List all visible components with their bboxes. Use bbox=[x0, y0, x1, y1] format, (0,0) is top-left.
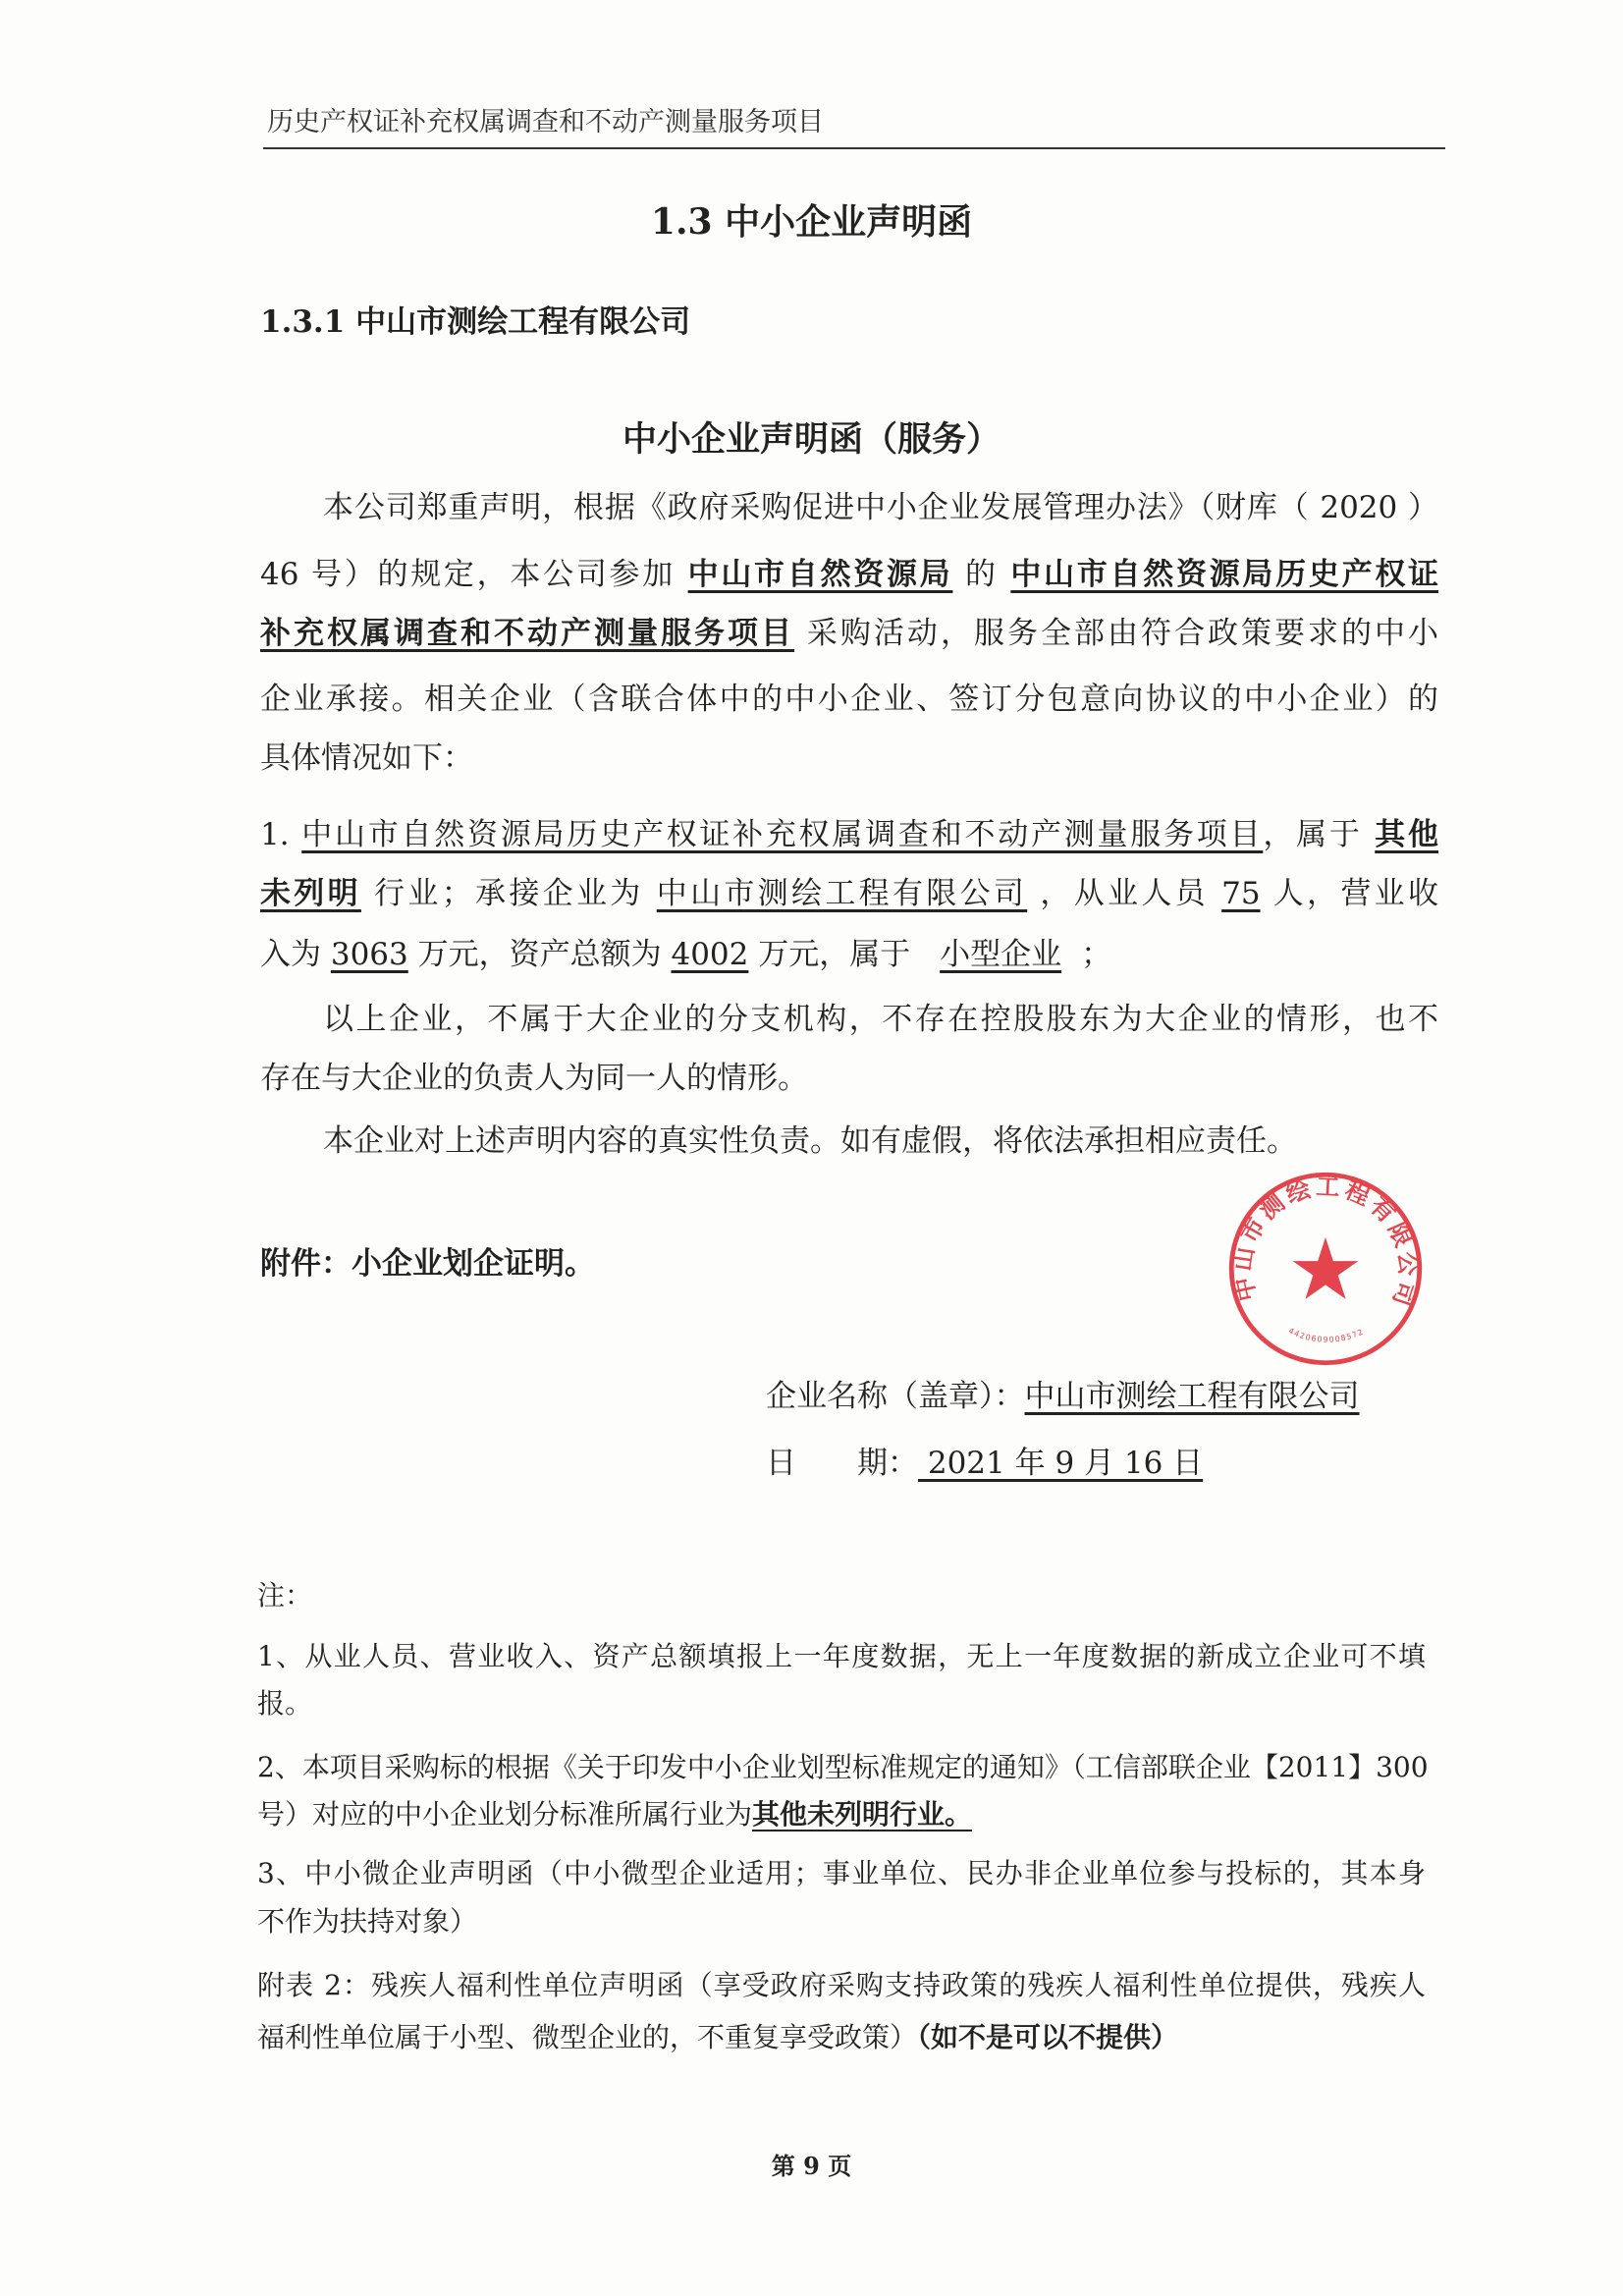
text: 采购活动，服务全部由符合政策要求的中小 bbox=[806, 616, 1438, 651]
text: 万元，属于 bbox=[758, 937, 911, 972]
page-number: 第 9 页 bbox=[771, 2152, 852, 2180]
body-line bbox=[260, 680, 1438, 719]
industry: 其他未列明行业。 bbox=[752, 1798, 973, 1831]
subsection-title: 1.3.1 中山市测绘工程有限公司 bbox=[260, 304, 691, 340]
enterprise-type: 小型企业 bbox=[940, 937, 1062, 972]
label: 企业名称（盖章）： bbox=[766, 1379, 1025, 1414]
body-line bbox=[260, 738, 1438, 778]
text: 入为 bbox=[260, 937, 321, 972]
text: 人，营业收 bbox=[1272, 876, 1438, 911]
project-name: 中山市自然资源局历史产权证 bbox=[1010, 557, 1439, 592]
body-line bbox=[260, 614, 1438, 653]
assets: 4002 bbox=[671, 937, 749, 972]
notes-title: 注： bbox=[257, 1579, 313, 1612]
company-name: 中山市测绘工程有限公司 bbox=[1024, 1379, 1360, 1414]
body-line bbox=[260, 874, 1438, 913]
text: ，从业人员 bbox=[1040, 876, 1209, 911]
body-line bbox=[260, 1059, 1438, 1098]
section-title: 1.3 中小企业声明函 bbox=[650, 201, 973, 243]
text: 以上企业，不属于大企业的分支机构，不存在控股股东为大企业的情形，也不 bbox=[323, 1002, 1438, 1037]
industry: 未列明 bbox=[260, 876, 361, 911]
star-icon bbox=[1293, 1237, 1359, 1299]
text: 存在与大企业的负责人为同一人的情形。 bbox=[260, 1061, 808, 1096]
industry: 其他 bbox=[1375, 817, 1439, 852]
text: 46 号）的规定，本公司参加 bbox=[260, 557, 676, 592]
note-line: 3、中小微企业声明函（中小微型企业适用；事业单位、民办非企业单位参与投标的，其本身 bbox=[257, 1857, 1426, 1889]
text: 本企业对上述声明内容的真实性负责。如有虚假，将依法承担相应责任。 bbox=[323, 1123, 1297, 1159]
text: ，属于 bbox=[1263, 817, 1363, 852]
employees: 75 bbox=[1221, 876, 1261, 911]
note-line: 报。 bbox=[257, 1687, 313, 1720]
letter-title: 中小企业声明函（服务） bbox=[622, 419, 1001, 460]
text: 具体情况如下： bbox=[260, 740, 473, 776]
purchaser-name: 中山市自然资源局 bbox=[687, 557, 953, 592]
body-line bbox=[260, 1000, 1438, 1039]
label: 日 期： bbox=[766, 1446, 918, 1481]
text: ； bbox=[1081, 937, 1112, 972]
project-name: 中山市自然资源局历史产权证补充权属调查和不动产测量服务项目 bbox=[301, 817, 1264, 852]
note-line: 不作为扶持对象） bbox=[257, 1905, 478, 1938]
project-name: 补充权属调查和不动产测量服务项目 bbox=[260, 616, 795, 651]
body-line bbox=[260, 815, 1438, 854]
seal-number: 4420609008572 bbox=[1286, 1326, 1366, 1344]
running-header: 历史产权证补充权属调查和不动产测量服务项目 bbox=[267, 107, 824, 137]
body-line bbox=[260, 555, 1438, 594]
note-line bbox=[257, 2020, 1426, 2055]
text: 福利性单位属于小型、微型企业的，不重复享受政策） bbox=[257, 2021, 918, 2053]
text: 企业承接。相关企业（含联合体中的中小企业、签订分包意向协议的中小企业）的 bbox=[260, 682, 1438, 717]
company-name: 中山市测绘工程有限公司 bbox=[656, 876, 1028, 911]
item-number: 1. bbox=[260, 817, 290, 852]
revenue: 3063 bbox=[330, 937, 408, 972]
text: 万元，资产总额为 bbox=[417, 937, 662, 972]
text: 本公司郑重声明，根据《政府采购促进中小企业发展管理办法》（财库（ 2020 ） bbox=[323, 490, 1438, 525]
body-line bbox=[260, 488, 1438, 527]
signature-date bbox=[766, 1444, 1203, 1483]
body-line bbox=[260, 1121, 1438, 1161]
attachment-note: 附件：小企业划企证明。 bbox=[260, 1246, 595, 1282]
text: 的 bbox=[965, 557, 999, 592]
note-line: 附表 2：残疾人福利性单位声明函（享受政府采购支持政策的残疾人福利性单位提供，残疾人 bbox=[257, 1969, 1426, 2001]
text: （如不是可以不提供） bbox=[917, 2021, 1179, 2053]
body-line bbox=[260, 935, 1438, 974]
note-line: 1、从业人员、营业收入、资产总额填报上一年度数据，无上一年度数据的新成立企业可不填 bbox=[257, 1640, 1426, 1672]
company-seal bbox=[1227, 1171, 1424, 1367]
note-line: 2、本项目采购标的根据《关于印发中小企业划型标准规定的通知》（工信部联企业【2011】300 bbox=[257, 1751, 1429, 1783]
date: 2021 年 9 月 16 日 bbox=[918, 1446, 1204, 1481]
header-divider bbox=[263, 147, 1445, 149]
text: 号）对应的中小企业划分标准所属行业为 bbox=[257, 1798, 753, 1831]
signature-company bbox=[766, 1377, 1360, 1416]
note-line bbox=[257, 1797, 1426, 1832]
text: 行业；承接企业为 bbox=[374, 876, 644, 911]
seal-text: 中山市测绘工程有限公司 bbox=[1227, 1172, 1424, 1314]
